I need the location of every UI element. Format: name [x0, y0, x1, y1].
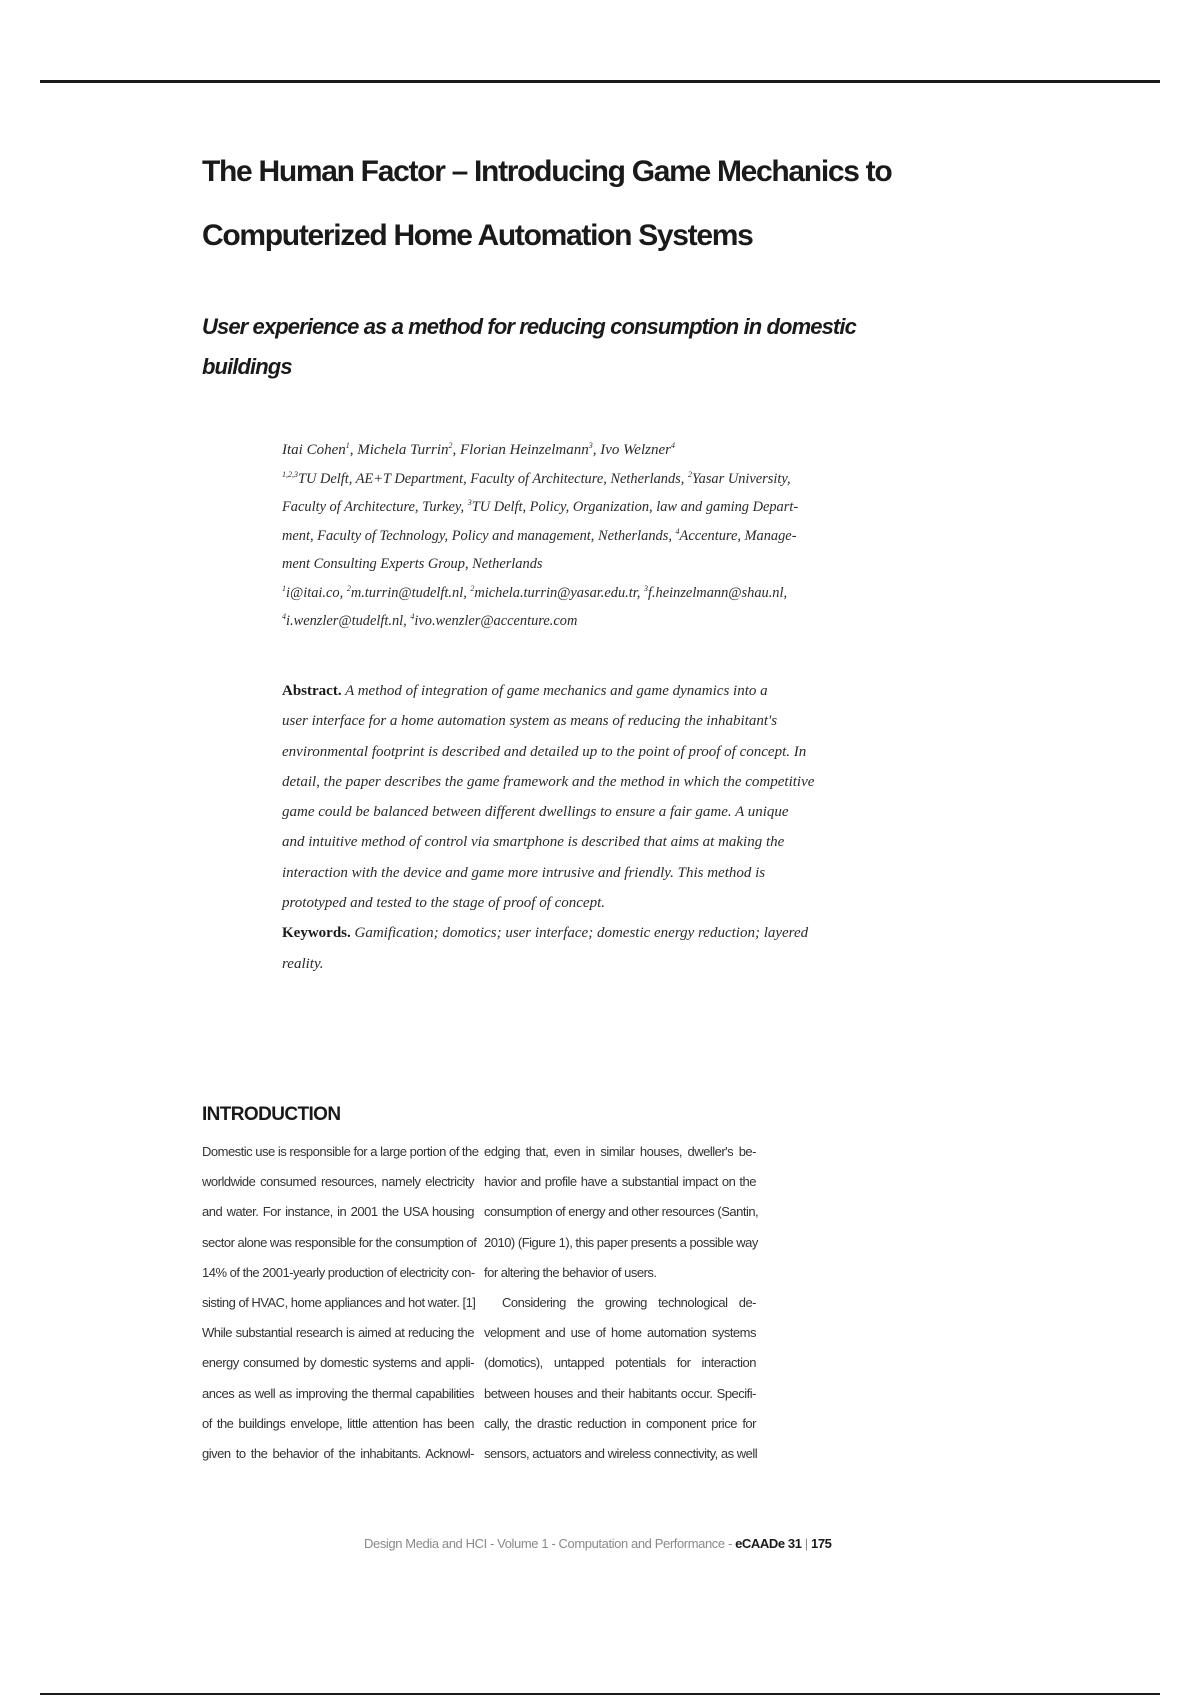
section-heading: INTRODUCTION: [202, 1104, 341, 1125]
abstract-block: [282, 676, 815, 979]
body-column-right: [484, 1137, 759, 1469]
author-name: Florian Heinzelmann: [460, 442, 589, 458]
page-number: 175: [811, 1536, 832, 1551]
subtitle-line: User experience as a method for reducing consumption in domestic: [202, 314, 856, 339]
abstract-line: environmental footprint is described and detailed up to the point of proof of concept. In: [282, 743, 807, 760]
body-line: havior and profile have a substantial impact on the: [484, 1174, 756, 1190]
affiliation-sup: 1,2,3: [282, 469, 298, 479]
affiliation-text: Faculty of Architecture, Turkey,: [282, 499, 468, 515]
body-line: for altering the behavior of users.: [484, 1264, 657, 1280]
affiliation-sup: 3: [467, 498, 472, 508]
author-names: Itai Cohen$^1$, Michela Turrin$^2$, Florian Heinzelmann$^3$, Ivo Welzner$^4$: [282, 441, 675, 458]
keywords-line: [282, 918, 809, 948]
body-line: While substantial research is aimed at reducing the: [202, 1325, 474, 1341]
body-line: cally, the drastic reduction in component price for: [484, 1415, 756, 1431]
paper-subtitle: [202, 307, 856, 387]
email-link[interactable]: i@itai.co: [286, 584, 340, 601]
affiliation-line: [282, 522, 797, 551]
abstract-text: A method of integration of game mechanics and game dynamics into a: [345, 683, 768, 699]
body-line: between houses and their habitants occur. Specifi-: [484, 1385, 756, 1401]
body-line: ances as well as improving the thermal capabilities: [202, 1385, 474, 1401]
body-column-left: [202, 1137, 479, 1469]
body-line: and water. For instance, in 2001 the USA housing: [202, 1204, 474, 1220]
email-link[interactable]: m.turrin@tudelft.nl: [350, 584, 464, 601]
email-sup: 4: [282, 612, 286, 622]
title-line: The Human Factor – Introducing Game Mechanics to: [202, 155, 892, 188]
body-line: Domestic use is responsible for a large portion of the: [202, 1144, 479, 1159]
email-sup: 3: [643, 583, 648, 593]
author-sup: 4: [670, 441, 675, 450]
abstract-line: user interface for a home automation system as means of reducing the inhabitant's: [282, 713, 778, 730]
email-link[interactable]: michela.turrin@yasar.edu.tr: [474, 584, 637, 601]
bottom-rule: [40, 1693, 1160, 1695]
author-sup: 2: [448, 441, 453, 450]
footer-conference: eCAADe 31: [735, 1536, 802, 1551]
body-line: 14% of the 2001-yearly production of electricity con-: [202, 1264, 475, 1280]
affiliation-text: Yasar University,: [691, 470, 791, 487]
author-name: Itai Cohen: [282, 442, 346, 458]
email-sup: 1: [282, 583, 286, 593]
body-line: worldwide consumed resources, namely electricity: [202, 1174, 474, 1190]
top-rule: [40, 80, 1160, 83]
affiliation-text: TU Delft, Policy, Organization, law and gaming Depart-: [471, 499, 799, 515]
abstract-line: and intuitive method of control via smartphone is described that aims at making the: [282, 834, 785, 851]
abstract-line: prototyped and tested to the stage of proof of concept.: [282, 895, 605, 912]
body-line: 2010) (Figure 1), this paper presents a possible way: [484, 1234, 758, 1250]
body-line: consumption of energy and other resources (Santin,: [484, 1204, 759, 1220]
footer-separator: |: [801, 1536, 811, 1551]
author-sup: 1: [345, 441, 350, 450]
abstract-line: interaction with the device and game more intrusive and friendly. This method is: [282, 864, 766, 881]
author-block: [282, 436, 799, 636]
title-line: Computerized Home Automation Systems: [202, 219, 753, 252]
email-link[interactable]: f.heinzelmann@shau.nl: [647, 584, 784, 601]
abstract-line: game could be balanced between different dwellings to ensure a fair game. A unique: [282, 804, 789, 821]
body-line: (domotics), untapped potentials for interaction: [484, 1355, 756, 1371]
affiliation-sup: 4: [675, 526, 680, 536]
body-line: energy consumed by domestic systems and appli-: [202, 1355, 474, 1371]
body-line: velopment and use of home automation systems: [484, 1325, 756, 1341]
email-sup: 4: [410, 612, 415, 622]
affiliation-text: ment, Faculty of Technology, Policy and management, Netherlands,: [282, 527, 676, 544]
body-line: sensors, actuators and wireless connectivity, as well: [484, 1446, 758, 1462]
body-line: given to the behavior of the inhabitants. Acknowl-: [202, 1446, 474, 1462]
body-line: of the buildings envelope, little attention has been: [202, 1415, 474, 1431]
body-line: sector alone was responsible for the consumption of: [202, 1234, 477, 1250]
email-sup: 2: [346, 583, 351, 593]
keywords-line: reality.: [282, 955, 324, 972]
email-link[interactable]: ivo.wenzler@accenture.com: [414, 613, 578, 629]
email-link[interactable]: i.wenzler@tudelft.nl: [286, 613, 404, 629]
affiliation-text: Accenture, Manage-: [679, 527, 797, 544]
abstract-line: detail, the paper describes the game framework and the method in which the competitive: [282, 773, 815, 790]
keywords-text: Gamification; domotics; user interface; domestic energy reduction; layered: [354, 925, 809, 942]
email-line: $^1$i@itai.co, $^2$m.turrin@tudelft.nl, $^2$michela.turrin@yasar.edu.tr, $^3$f.heinzelmann@shau.nl,: [282, 583, 788, 601]
affiliation-text: TU Delft, AE+T Department, Faculty of Architecture, Netherlands,: [298, 470, 688, 487]
email-sup: 2: [470, 583, 475, 593]
body-line: Considering the growing technological de-: [502, 1295, 756, 1311]
author-name: Michela Turrin: [357, 442, 449, 458]
affiliation-line: [282, 465, 791, 494]
keywords-label: Keywords.: [282, 925, 351, 942]
author-sup: 3: [588, 441, 593, 450]
affiliation-sup: 2: [687, 469, 692, 479]
paper-title: [202, 140, 892, 268]
body-line: sisting of HVAC, home appliances and hot water. [1]: [202, 1295, 476, 1311]
abstract-label: Abstract.: [282, 683, 342, 699]
abstract-line: [282, 676, 768, 706]
affiliation-line: [282, 493, 799, 522]
author-name: Ivo Welzner: [600, 442, 671, 458]
page-footer: [364, 1536, 832, 1551]
footer-text: Design Media and HCI - Volume 1 - Computation and Performance -: [364, 1536, 736, 1551]
subtitle-line: buildings: [202, 354, 292, 379]
affiliation-line: ment Consulting Experts Group, Netherlands: [282, 556, 543, 572]
email-line: $^4$i.wenzler@tudelft.nl, $^4$ivo.wenzler@accenture.com: [282, 612, 578, 629]
body-line: edging that, even in similar houses, dweller's be-: [484, 1144, 756, 1159]
